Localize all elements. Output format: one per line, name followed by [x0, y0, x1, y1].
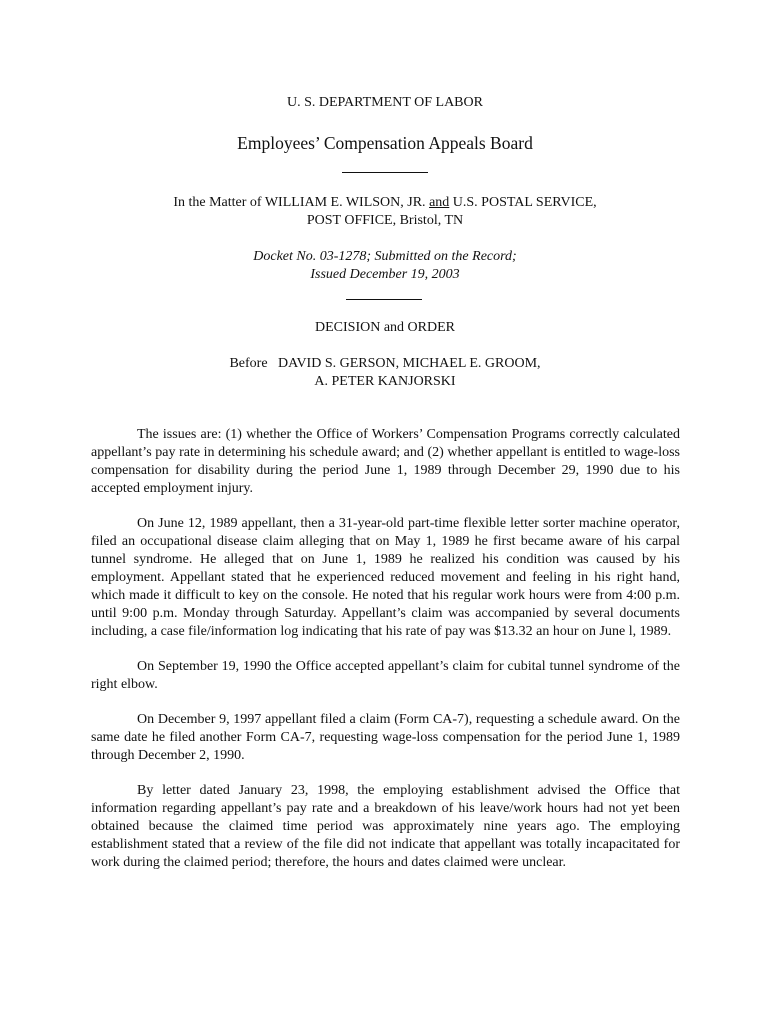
decision-body — [91, 426, 680, 889]
docket-line-1: Docket No. 03-1278; Submitted on the Record; — [253, 249, 517, 264]
docket-line-2: Issued December 19, 2003 — [310, 267, 460, 282]
caption-line-1 — [0, 194, 770, 212]
caption-line-2: POST OFFICE, Bristol, TN — [306, 213, 464, 228]
decision-title: DECISION and ORDER — [315, 320, 455, 335]
paragraph-employer-letter: By letter dated January 23, 1998, the employing establishment advised the Office that information regarding appellant’s pay rate and a breakdown of his leave/work hours had not yet been obtained because the claimed time period was approximately nine years ago. The employing establishment stated that a review of the file did not indicate that appellant was totally incapacitated for work during the claimed period; therefore, the hours and dates claimed were unclear. — [91, 783, 680, 870]
agency-heading: U. S. DEPARTMENT OF LABOR — [287, 95, 483, 110]
paragraph-ca7-claims: On December 9, 1997 appellant filed a claim (Form CA-7), requesting a schedule award. On the same date he filed another Form CA-7, requesting wage-loss compensation for the period June 1, 1989 through December 2, 1990. — [91, 712, 680, 763]
paragraph-acceptance: On September 19, 1990 the Office accepted appellant’s claim for cubital tunnel syndrome of the right elbow. — [91, 659, 680, 692]
judges-line-2: A. PETER KANJORSKI — [314, 374, 456, 389]
paragraph-issues: The issues are: (1) whether the Office of Workers’ Compensation Programs correctly calculated appellant’s pay rate in determining his schedule award; and (2) whether appellant is entitled to wage-loss compensation for disability during the period June 1, 1989 through December 29, 1990 due to his accepted employment injury. — [91, 427, 680, 496]
title-divider — [342, 172, 428, 173]
caption-prefix: In the Matter of WILLIAM E. WILSON, JR. — [173, 195, 430, 210]
judges-line-1: Before DAVID S. GERSON, MICHAEL E. GROOM, — [229, 356, 541, 371]
docket-divider — [346, 299, 422, 300]
paragraph-claim: On June 12, 1989 appellant, then a 31-year-old part-time flexible letter sorter machine operator, filed an occupational disease claim alleging that on May 1, 1989 he first became aware of his carpal tunnel syndrome. He alleged that on June 1, 1989 he realized his condition was caused by his employment. Appellant stated that he experienced reduced movement and feeling in his right hand, which made it difficult to key on the console. He noted that his regular work hours were from 4:00 p.m. until 9:00 p.m. Monday through Saturday. Appellant’s claim was accompanied by several documents including, a case file/information log indicating that his rate of pay was $13.32 an hour on June l, 1989. — [91, 516, 680, 639]
case-caption — [0, 194, 770, 230]
board-title: Employees’ Compensation Appeals Board — [237, 133, 533, 153]
caption-and: and — [429, 195, 450, 210]
caption-suffix: U.S. POSTAL SERVICE, — [449, 195, 597, 210]
judges-list — [0, 355, 770, 391]
docket-info — [0, 248, 770, 284]
